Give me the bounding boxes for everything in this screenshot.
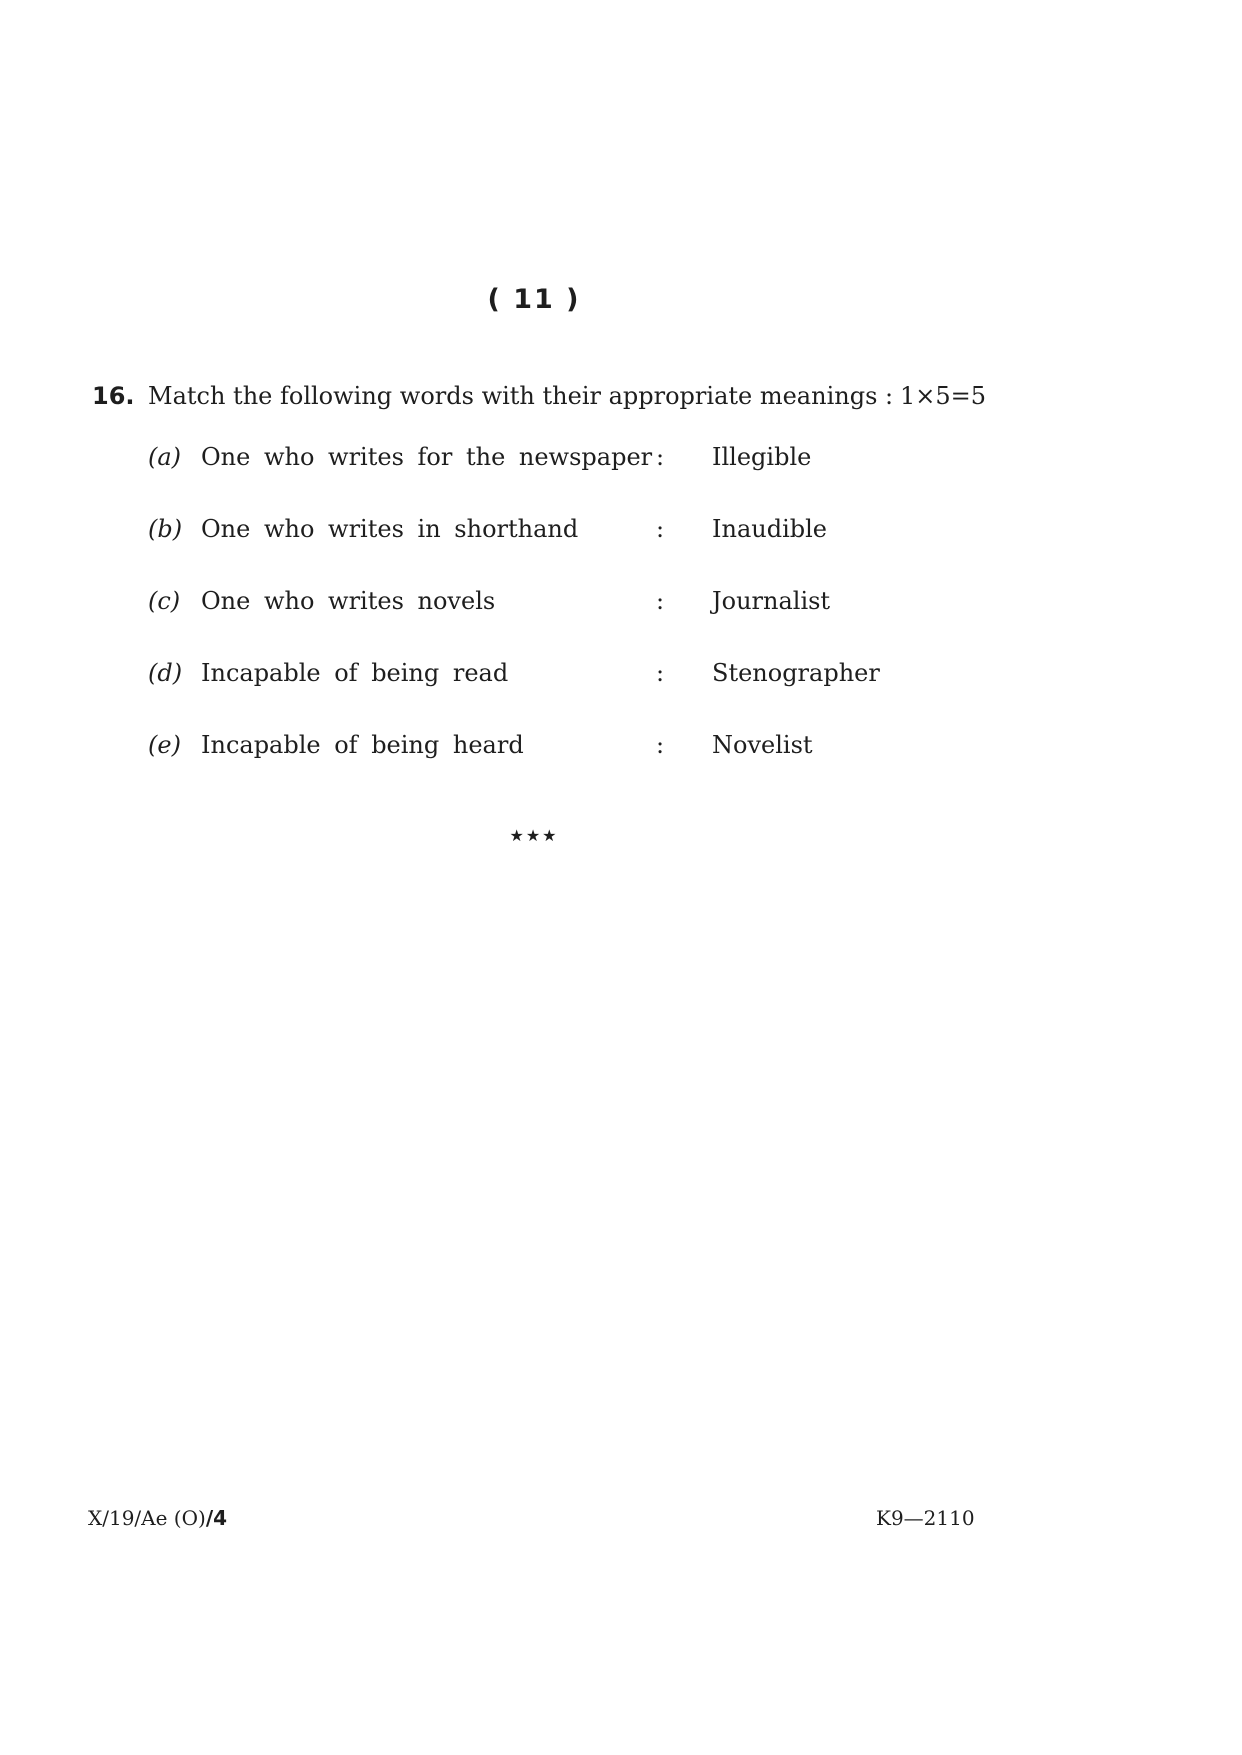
print-code: K9—2110 xyxy=(876,1506,975,1530)
item-separator: : xyxy=(656,515,665,543)
match-item-c xyxy=(148,585,1048,657)
item-label: (e) xyxy=(148,731,181,759)
item-meaning: Journalist xyxy=(712,587,831,615)
item-label: (b) xyxy=(148,515,183,543)
match-item-e xyxy=(148,729,1048,801)
item-meaning: Novelist xyxy=(712,731,813,759)
match-item-a xyxy=(148,441,1048,513)
item-word: One who writes for the newspaper xyxy=(201,443,653,471)
item-word: One who writes novels xyxy=(201,587,496,615)
item-word: Incapable of being read xyxy=(201,659,509,687)
question-16 xyxy=(92,380,1012,412)
item-label: (a) xyxy=(148,443,182,471)
item-separator: : xyxy=(656,443,665,471)
page-number: ( 11 ) xyxy=(487,284,581,315)
item-word: One who writes in shorthand xyxy=(201,515,579,543)
item-separator: : xyxy=(656,587,665,615)
item-label: (c) xyxy=(148,587,181,615)
paper-code xyxy=(88,1506,227,1530)
item-separator: : xyxy=(656,659,665,687)
match-items-list xyxy=(148,441,1048,801)
item-meaning: Illegible xyxy=(712,443,812,471)
item-word: Incapable of being heard xyxy=(201,731,524,759)
question-text: Match the following words with their appropriate meanings : xyxy=(148,382,894,410)
item-meaning: Stenographer xyxy=(712,659,880,687)
item-meaning: Inaudible xyxy=(712,515,827,543)
paper-code-prefix: X/19/Ae (O) xyxy=(88,1506,206,1530)
question-number: 16. xyxy=(92,382,135,410)
match-item-d xyxy=(148,657,1048,729)
item-label: (d) xyxy=(148,659,183,687)
end-of-paper-stars: ★★★ xyxy=(509,826,559,845)
match-item-b xyxy=(148,513,1048,585)
item-separator: : xyxy=(656,731,665,759)
question-marks: 1×5=5 xyxy=(900,382,987,410)
paper-code-suffix: /4 xyxy=(205,1506,228,1530)
